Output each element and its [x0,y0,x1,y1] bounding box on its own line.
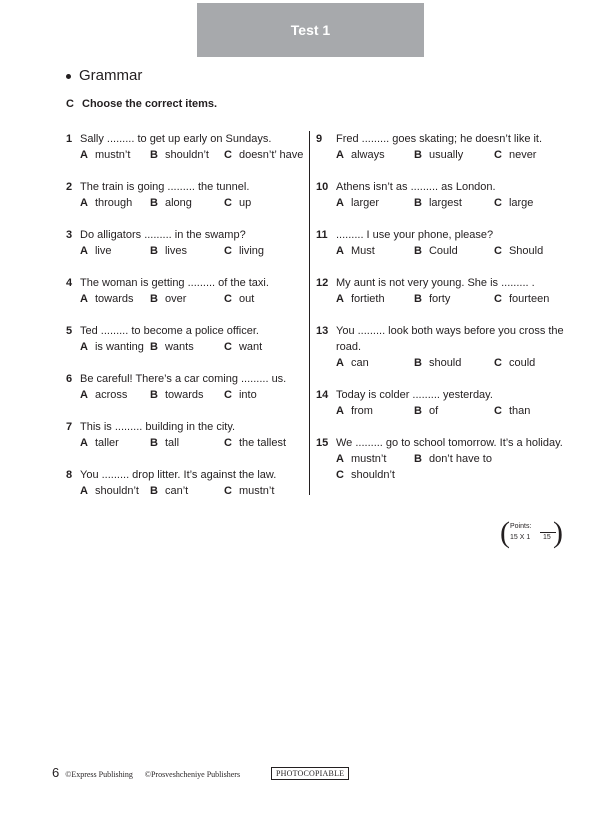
question-number: 9 [316,133,323,145]
option-text: tall [164,437,180,449]
left-paren: ( [500,516,510,549]
option-letter: A [336,405,344,417]
option-text: through [94,197,133,209]
option-letter: C [224,389,232,401]
option-text: wants [164,341,194,353]
section-title: Grammar [79,67,143,84]
question-item [316,387,566,421]
question-item [66,227,306,261]
option-text: of [428,405,439,417]
question-stem: Ted ......... to become a police officer. [80,325,259,337]
question-stem-continued: road. [336,341,362,353]
question-stem: Fred ......... goes skating; he doesn’t like it. [336,133,543,145]
option-text: taller [94,437,119,449]
answer-option[interactable] [224,243,264,259]
instruction [66,98,217,110]
option-letter: B [150,389,158,401]
question-number: 7 [66,421,73,433]
option-text: Should [508,245,544,257]
option-text: usually [428,149,464,161]
answer-option[interactable] [494,147,536,163]
answer-option[interactable] [150,291,186,307]
answer-option[interactable] [80,243,111,259]
option-text: always [350,149,385,161]
answer-option[interactable] [414,243,458,259]
option-letter: C [224,485,232,497]
question-stem: You ......... look both ways before you cross the [336,325,564,337]
option-text: living [238,245,265,257]
option-letter: C [224,197,232,209]
option-text: over [164,293,187,305]
answer-option[interactable] [80,435,119,451]
question-number: 12 [316,277,329,289]
answer-option[interactable] [150,147,209,163]
answer-option[interactable] [494,355,535,371]
option-letter: A [80,245,88,257]
option-text: shouldn’t [164,149,209,161]
test-title-banner [197,3,424,57]
option-letter: A [80,437,88,449]
option-text: can [350,357,369,369]
right-paren: ) [553,516,563,549]
answer-option[interactable] [336,355,369,371]
publisher-prosveshcheniye: ©Prosveshcheniye Publishers [144,770,241,779]
option-letter: C [224,341,232,353]
option-letter: B [150,485,158,497]
option-letter: A [336,197,344,209]
option-letter: C [336,469,344,481]
option-letter: A [80,389,88,401]
question-item [66,467,306,501]
option-text: lives [164,245,187,257]
option-letter: B [150,293,158,305]
answer-option[interactable] [336,451,386,467]
option-text: larger [350,197,380,209]
option-letter: B [150,197,158,209]
question-item [316,275,566,309]
question-stem: You ......... drop litter. It’s against the law. [80,469,277,481]
photocopiable-label: PHOTOCOPIABLE [271,767,349,780]
option-letter: A [80,293,88,305]
option-text: don’t have to [428,453,492,465]
option-text: out [238,293,255,305]
option-letter: B [414,405,422,417]
question-stem: ......... I use your phone, please? [336,229,494,241]
footer [52,765,240,780]
option-text: the tallest [238,437,287,449]
option-text: shouldn’t [350,469,395,481]
question-item [66,179,306,213]
option-letter: C [494,197,502,209]
option-text: can’t [164,485,189,497]
question-number: 15 [316,437,329,449]
question-number: 4 [66,277,73,289]
question-item [66,323,306,357]
answer-option[interactable] [414,451,492,467]
option-letter: A [336,149,344,161]
question-number: 6 [66,373,73,385]
question-stem: The train is going ......... the tunnel. [80,181,250,193]
answer-option[interactable] [336,195,379,211]
option-letter: A [80,485,88,497]
answer-option[interactable] [336,403,373,419]
option-letter: C [224,149,232,161]
answer-option[interactable] [414,147,463,163]
question-item [316,227,566,261]
option-text: live [94,245,112,257]
question-number: 5 [66,325,73,337]
answer-option[interactable] [80,339,144,355]
option-text: into [238,389,257,401]
option-text: across [94,389,128,401]
question-stem: This is ......... building in the city. [80,421,236,433]
answer-option[interactable] [224,435,286,451]
publisher-express: ©Express Publishing [65,770,133,779]
option-text: from [350,405,373,417]
answer-option[interactable] [224,147,303,163]
option-letter: B [414,293,422,305]
option-letter: C [494,405,502,417]
question-stem: Athens isn’t as ......... as London. [336,181,496,193]
instruction-text: Choose the correct items. [82,98,218,110]
question-number: 14 [316,389,329,401]
option-text: forty [428,293,451,305]
question-stem: My aunt is not very young. She is ......... . [336,277,535,289]
option-letter: B [414,149,422,161]
answer-option[interactable] [336,291,385,307]
question-number: 10 [316,181,329,193]
answer-option[interactable] [414,403,438,419]
answer-option[interactable] [414,291,450,307]
answer-option[interactable] [414,195,462,211]
answer-option[interactable] [150,435,179,451]
option-text: want [238,341,263,353]
bullet-icon [66,74,71,79]
option-letter: B [150,437,158,449]
option-letter: A [80,197,88,209]
option-text: mustn’t [350,453,387,465]
option-text: never [508,149,537,161]
option-text: is wanting [94,341,144,353]
question-item [66,419,306,453]
option-letter: C [494,149,502,161]
answer-option[interactable] [150,387,203,403]
question-stem: The woman is getting ......... of the taxi. [80,277,269,289]
answer-option[interactable] [224,483,274,499]
option-letter: C [224,245,232,257]
question-stem: Be careful! There’s a car coming ......... us. [80,373,287,385]
question-item [316,435,566,485]
section-heading [66,67,142,84]
question-stem: We ......... go to school tomorrow. It’s a holiday. [336,437,563,449]
option-text: mustn’t [238,485,275,497]
option-text: fourteen [508,293,550,305]
points-label: Points: [510,523,532,530]
option-text: towards [94,293,134,305]
option-text: Could [428,245,458,257]
option-letter: C [494,293,502,305]
option-text: largest [428,197,462,209]
answer-option[interactable] [150,243,187,259]
points-calc: 15 X 1 [510,534,531,541]
option-letter: B [150,245,158,257]
option-text: Must [350,245,375,257]
option-letter: B [150,149,158,161]
question-item [316,323,566,373]
answer-option[interactable] [80,291,133,307]
question-item [316,131,566,165]
answer-option[interactable] [336,467,395,483]
column-divider [309,131,310,495]
option-text: large [508,197,534,209]
points-max: 15 [543,534,551,541]
answer-option[interactable] [494,195,533,211]
question-stem: Do alligators ......... in the swamp? [80,229,246,241]
option-text: doesn’t’ have [238,149,304,161]
option-letter: B [414,245,422,257]
answer-option[interactable] [336,147,385,163]
option-letter: B [414,357,422,369]
option-text: mustn’t [94,149,131,161]
instruction-letter: C [66,98,74,110]
answer-option[interactable] [494,291,549,307]
option-letter: A [336,245,344,257]
answer-option[interactable] [150,483,188,499]
points-box [500,516,563,549]
question-item [316,179,566,213]
answer-option[interactable] [494,403,530,419]
answer-option[interactable] [80,195,132,211]
option-text: shouldn’t [94,485,139,497]
option-text: than [508,405,531,417]
question-number: 8 [66,469,73,481]
option-letter: C [494,245,502,257]
option-letter: A [336,357,344,369]
page-number: 6 [52,765,60,780]
option-letter: B [414,453,422,465]
answer-option[interactable] [150,195,192,211]
option-letter: C [494,357,502,369]
answer-option[interactable] [224,291,254,307]
answer-option[interactable] [80,147,130,163]
answer-option[interactable] [80,387,127,403]
option-letter: A [336,453,344,465]
option-text: could [508,357,536,369]
question-item [66,371,306,405]
option-letter: A [336,293,344,305]
option-letter: A [80,149,88,161]
question-number: 2 [66,181,73,193]
answer-option[interactable] [494,243,543,259]
question-number: 11 [316,229,328,241]
option-text: up [238,197,252,209]
option-text: towards [164,389,204,401]
answer-option[interactable] [80,483,139,499]
answer-option[interactable] [224,195,251,211]
option-text: along [164,197,192,209]
question-item [66,131,306,165]
answer-option[interactable] [336,243,375,259]
option-letter: C [224,437,232,449]
question-number: 3 [66,229,73,241]
question-stem: Today is colder ......... yesterday. [336,389,493,401]
answer-option[interactable] [150,339,194,355]
question-item [66,275,306,309]
option-letter: B [150,341,158,353]
question-stem: Sally ......... to get up early on Sundays. [80,133,272,145]
option-letter: B [414,197,422,209]
answer-option[interactable] [224,387,257,403]
answer-option[interactable] [224,339,262,355]
test-title: Test 1 [290,22,331,38]
option-text: should [428,357,462,369]
option-letter: C [224,293,232,305]
question-number: 1 [66,133,73,145]
option-text: fortieth [350,293,385,305]
answer-option[interactable] [414,355,461,371]
question-number: 13 [316,325,329,337]
option-letter: A [80,341,88,353]
